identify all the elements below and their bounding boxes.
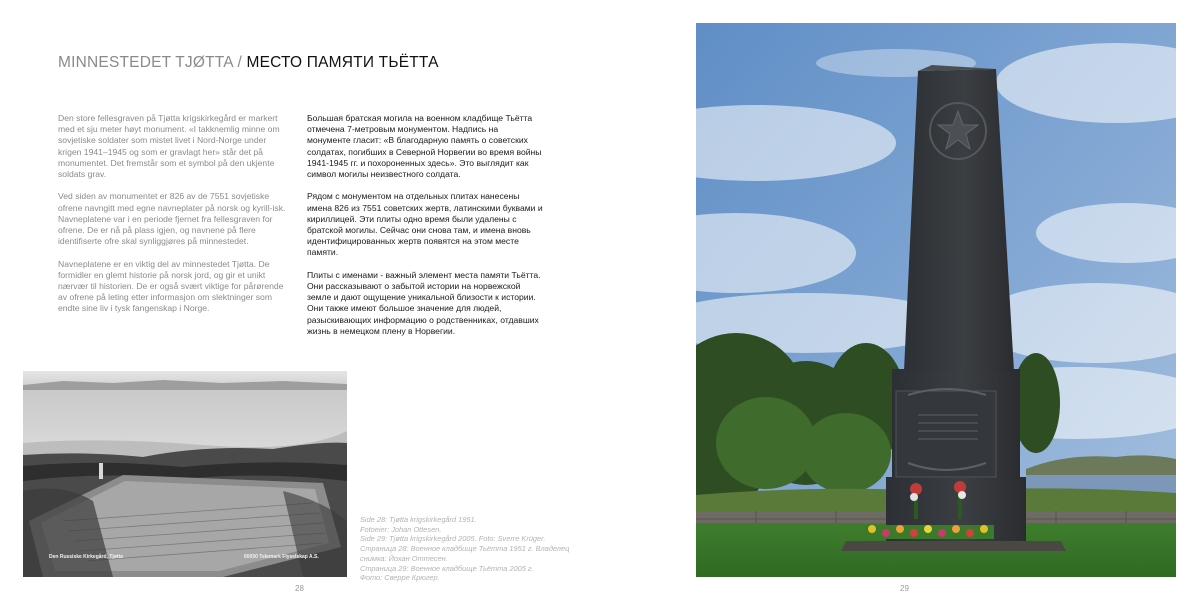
russian-paragraph: Рядом с монументом на отдельных плитах нанесены имена 826 из 7551 советских жертв, латинскими буквами и кириллицей. Эти плиты одно время были удалены с братской могилы. Сейчас они снова там, и имена вновь идентифицированных жертв появятся на этом месте памяти. [307, 191, 543, 258]
russian-paragraph: Большая братская могила на военном кладбище Тьётта отмечена 7-метровым монументом. Надпись на монументе гласит: «В благодарную память о советских солдатах, погибших в Северной Норвегии во время войны 1941-1945 гг. и похороненных здесь». Это выглядит как символ могилы неизвестного солдата. [307, 113, 542, 180]
page-heading [58, 54, 439, 72]
photo-caption [360, 515, 590, 583]
page-number-right: 29 [900, 584, 909, 593]
caption-line: Страница 29: Военное кладбище Тьётта 2005 г. [360, 563, 534, 573]
historic-cemetery-photo [23, 371, 347, 577]
monument-photo-drawing [696, 23, 1176, 577]
right-page [600, 0, 1200, 600]
historic-photo-drawing [23, 371, 347, 577]
norwegian-text-column [58, 113, 290, 326]
caption-line: Страница 28: Военное кладбище Тьётта 1951 г. Владелец [360, 544, 570, 554]
russian-text-column [307, 113, 543, 348]
norwegian-paragraph: Navneplatene er en viktig del av minnestedet Tjøtta. De formidler en glemt historie på norsk jord, og gir et unikt nærvær til historien. De er også svært viktige for pårørende av ofrene på leting etter informasjon om slektninger som endte sine liv i tysk fangenskap i Norge. [58, 258, 284, 314]
caption-line: снимка: Йохан Оттесен. [360, 553, 448, 563]
page-number-left: 28 [295, 584, 304, 593]
heading-separator: / [232, 54, 247, 71]
historic-photo-label: Den Russiske Kirkegård, Tjøtta [49, 554, 123, 560]
russian-paragraph: Плиты с именами - важный элемент места памяти Тьётта. Они рассказывают о забытой истории на норвежской земле и дают ощущение уникальной близости к истории. Они также имеют большое значение для людей, разыскивающих информацию о родственниках, отдавших жизнь в немецком плену в Норвегии. [307, 269, 541, 336]
heading-norwegian: MINNESTEDET TJØTTA [58, 54, 233, 71]
caption-line: Fotoeier: Johan Ottesen. [360, 524, 442, 534]
caption-line: Фото: Сверре Крюгер. [360, 573, 440, 583]
historic-photo-credit: 60050 Telemark Flyselskap A.S. [244, 554, 319, 560]
caption-line: Side 28: Tjøtta krigskirkegård 1951. [360, 515, 477, 524]
caption-line: Side 29: Tjøtta krigskirkegård 2005. Foto: Sverre Krüger. [360, 534, 546, 544]
monument-photo [696, 23, 1176, 577]
norwegian-paragraph: Den store fellesgraven på Tjøtta krigskirkegård er markert med et sju meter høyt monument. «I takknemlig minne om sovjetiske soldater som mistet livet i Nord-Norge under krigen 1941–1945 og som er gravlagt her» står det på monumentet. Det fremstår som et symbol på den ukjente soldats grav. [58, 113, 280, 180]
norwegian-paragraph: Ved siden av monumentet er 826 av de 7551 sovjetiske ofrene navngitt med egne navneplater på norsk og kyrill-isk. Navneplatene var i en periode fjernet fra fellesgraven for ofrene. De er nå på plass igjen, og navnene på flere identifiserte ofre skal synliggjøres på minnestedet. [58, 191, 286, 247]
heading-russian: МЕСТО ПАМЯТИ ТЬЁТТА [246, 54, 439, 71]
